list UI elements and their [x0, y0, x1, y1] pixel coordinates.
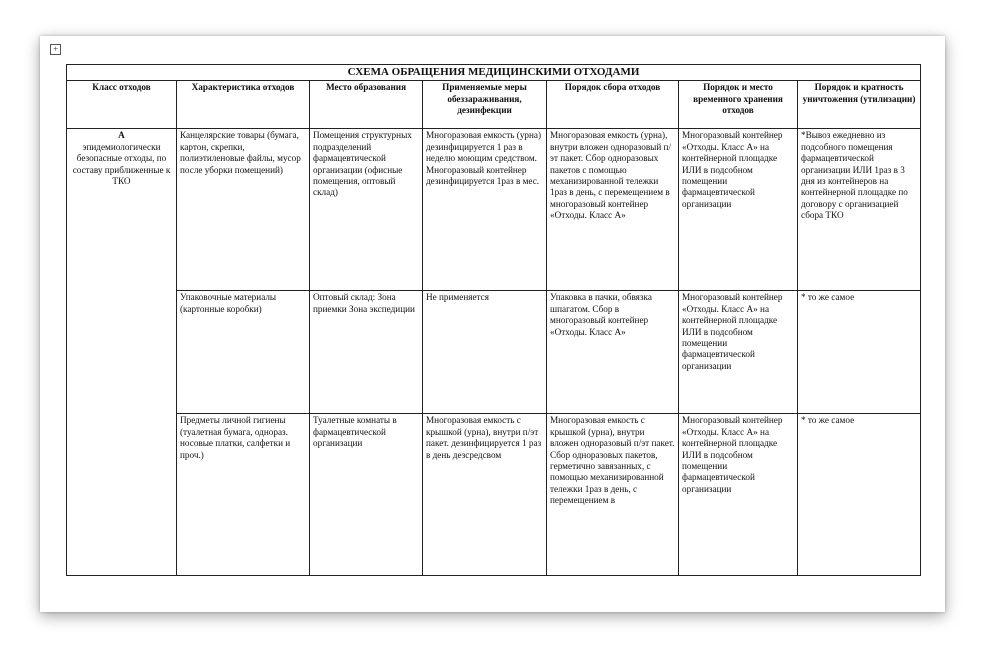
waste-scheme-table — [66, 64, 921, 576]
table-row — [67, 129, 921, 291]
table-header-row — [67, 81, 921, 129]
cell-collection: Упаковка в пачки, обвязка шпагатом. Сбор в многоразовый контейнер «Отходы. Класс А» — [547, 291, 679, 414]
cell-place: Помещения структурных подразделений фармацевтической организации (офисные помещения, оптовый склад) — [310, 129, 423, 291]
waste-class-letter: А — [118, 130, 125, 141]
document-page — [40, 36, 945, 612]
header-storage: Порядок и место временного хранения отходов — [679, 81, 798, 129]
table-row — [67, 414, 921, 576]
cell-disposal: * то же самое — [798, 291, 921, 414]
cell-disposal: * то же самое — [798, 414, 921, 576]
waste-class-cell — [67, 129, 177, 576]
cell-measures: Многоразовая емкость с крышкой (урна), внутри п/эт пакет. дезинфицируется 1 раз в день дезсредсвом — [423, 414, 547, 576]
cell-characteristic: Канцелярские товары (бумага, картон, скрепки, полиэтиленовые файлы, мусор после уборки помещений) — [177, 129, 310, 291]
table-move-handle-icon[interactable]: + — [50, 44, 61, 55]
header-characteristic: Характеристика отходов — [177, 81, 310, 129]
cell-measures: Не применяется — [423, 291, 547, 414]
cell-storage: Многоразовый контейнер «Отходы. Класс А» на контейнерной площадке ИЛИ в подсобном помещении фармацевтической организации — [679, 291, 798, 414]
cell-characteristic: Предметы личной гигиены (туалетная бумага, однораз. носовые платки, салфетки и проч.) — [177, 414, 310, 576]
table-row — [67, 291, 921, 414]
header-place: Место образования — [310, 81, 423, 129]
cell-measures: Многоразовая емкость (урна) дезинфицируется 1 раз в неделю моющим средством. Многоразовый контейнер дезинфицируется 1раз в мес. — [423, 129, 547, 291]
cell-characteristic: Упаковочные материалы (картонные коробки) — [177, 291, 310, 414]
cell-place: Туалетные комнаты в фармацевтической организации — [310, 414, 423, 576]
header-disposal: Порядок и кратность уничтожения (утилизации) — [798, 81, 921, 129]
table-title-row — [67, 65, 921, 81]
header-waste-class: Класс отходов — [67, 81, 177, 129]
header-collection: Порядок сбора отходов — [547, 81, 679, 129]
cell-disposal: *Вывоз ежедневно из подсобного помещения фармацевтической организации ИЛИ 1раз в 3 дня из контейнеров на контейнерной площадке по договору с организацией сбора ТКО — [798, 129, 921, 291]
waste-class-description: эпидемиологически безопасные отходы, по составу приближенные к ТКО — [72, 141, 171, 187]
cell-collection: Многоразовая емкость с крышкой (урна), внутри вложен одноразовый п/эт пакет. Сбор одноразовых пакетов, герметично завязанных, с помощью механизированной тележки 1раз в день, с перемещением в — [547, 414, 679, 576]
cell-collection: Многоразовая емкость (урна), внутри вложен одноразовый п/эт пакет. Сбор одноразовых пакетов с помощью механизированной тележки 1раз в день, с перемещением в многоразовый контейнер «Отходы. Класс А» — [547, 129, 679, 291]
cell-place: Оптовый склад: Зона приемки Зона экспедиции — [310, 291, 423, 414]
header-measures: Применяемые меры обеззараживания, дезинфекции — [423, 81, 547, 129]
table-title: СХЕМА ОБРАЩЕНИЯ МЕДИЦИНСКИМИ ОТХОДАМИ — [67, 65, 921, 81]
cell-storage: Многоразовый контейнер «Отходы. Класс А» на контейнерной площадке ИЛИ в подсобном помещении фармацевтической организации — [679, 129, 798, 291]
cell-storage: Многоразовый контейнер «Отходы. Класс А» на контейнерной площадке ИЛИ в подсобном помещении фармацевтической организации — [679, 414, 798, 576]
